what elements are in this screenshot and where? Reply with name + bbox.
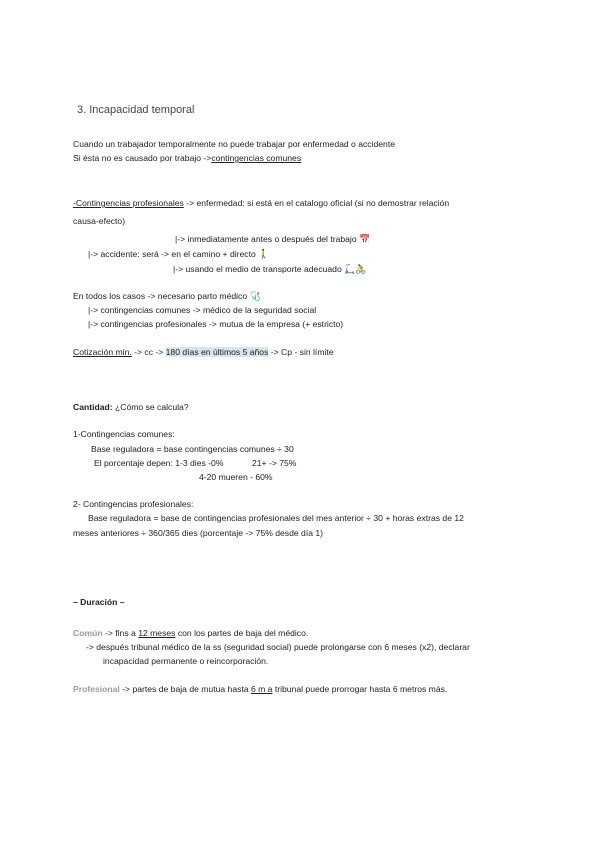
intro-line-1: Cuando un trabajador temporalmente no puede trabajar por enfermedad o accidente — [73, 139, 396, 149]
comun-line-3: incapacidad permanente o reincorporación. — [103, 656, 269, 666]
cotizacion-line — [73, 346, 334, 358]
cantidad-label: Cantidad: — [73, 402, 113, 412]
cantidad-question: ¿Cómo se calcula? — [112, 402, 189, 412]
todos-line-1-text: En todos los casos -> necesario parto médico — [73, 291, 248, 301]
transport-icon: 🛴🚴 — [344, 264, 367, 274]
comun-a: -> fins a — [102, 628, 139, 638]
profesional-label: Profesional — [73, 684, 120, 694]
cotizacion-mid: -> cc -> — [131, 347, 166, 357]
comun-line-1 — [73, 627, 308, 639]
section-title: 3. Incapacidad temporal — [77, 104, 195, 116]
comunes-line-3: 4-20 mueren - 60% — [199, 472, 273, 482]
profesional-b: tribunal puede prorrogar hasta 6 metros más. — [272, 684, 448, 694]
stethoscope-icon: 🩺 — [249, 291, 261, 301]
profesionales-line-5 — [173, 263, 367, 275]
todos-line-1 — [73, 290, 261, 302]
profesional-a: -> partes de baja de mutua hasta — [119, 684, 251, 694]
calendar-icon: 📅 — [359, 234, 371, 244]
comun-line-2: -> después tribunal médico de la ss (seguridad social) puede prolongarse con 6 meses (x2), declarar — [86, 642, 470, 652]
profesionales-line-4-text: |-> accidente: será -> en el camino + directo — [88, 249, 256, 259]
comun-b: con los partes de baja del médico. — [175, 628, 309, 638]
comunes-title: 1-Contingencias comunes: — [73, 429, 175, 439]
profesionales-label: -Contingencias profesionales — [73, 198, 184, 208]
profesionales-line-1 — [73, 197, 449, 209]
profesionales-line-5-text: |-> usando el medio de transporte adecuado — [173, 264, 342, 274]
comunes-line-2b: 21+ -> 75% — [252, 458, 297, 468]
comun-link: 12 meses — [138, 628, 176, 638]
profesionales-line-2: causa-efecto) — [73, 216, 126, 226]
todos-line-3: |-> contingencias profesionales -> mutua de la empresa (+ estricto) — [88, 319, 344, 329]
duracion-title: – Duración – — [73, 597, 125, 607]
cotizacion-rest: -> Cp - sin límite — [268, 347, 334, 357]
profesionales-line-1-text: -> enfermedad: si está en el catalogo oficial (si no demostrar relación — [183, 198, 450, 208]
intro-line-2-text: Si ésta no es causado por trabajo -> — [73, 153, 212, 163]
profesional-link: 6 m a — [250, 684, 273, 694]
prof-title: 2- Contingencias profesionales: — [73, 499, 194, 509]
cotizacion-highlight: 180 días en últimos 5 años — [165, 347, 269, 357]
walking-person-icon: 🚶 — [258, 249, 270, 259]
profesional-line — [73, 683, 447, 695]
profesionales-line-4 — [88, 248, 269, 260]
comunes-line-2a: El porcentaje depen: 1-3 dies -0% — [94, 458, 224, 468]
comunes-line-1: Base reguladora = base contingencias comunes ÷ 30 — [91, 444, 294, 454]
todos-line-2: |-> contingencias comunes -> médico de la seguridad social — [88, 305, 317, 315]
prof-line-1: Base reguladora = base de contingencias profesionales del mes anterior ÷ 30 + horas extras de 12 — [88, 513, 464, 523]
prof-line-2: meses anteriores ÷ 360/365 dies (porcentaje -> 75% desde día 1) — [73, 528, 324, 538]
profesionales-line-3-text: |-> inmediatamente antes o después del trabajo — [175, 234, 357, 244]
profesionales-line-3 — [175, 233, 370, 245]
cantidad-line — [73, 401, 189, 413]
intro-line-2 — [73, 152, 301, 164]
contingencias-comunes-link: contingencias comunes — [211, 153, 302, 163]
cotizacion-label: Cotización min. — [73, 347, 132, 357]
comun-label: Común — [73, 628, 103, 638]
